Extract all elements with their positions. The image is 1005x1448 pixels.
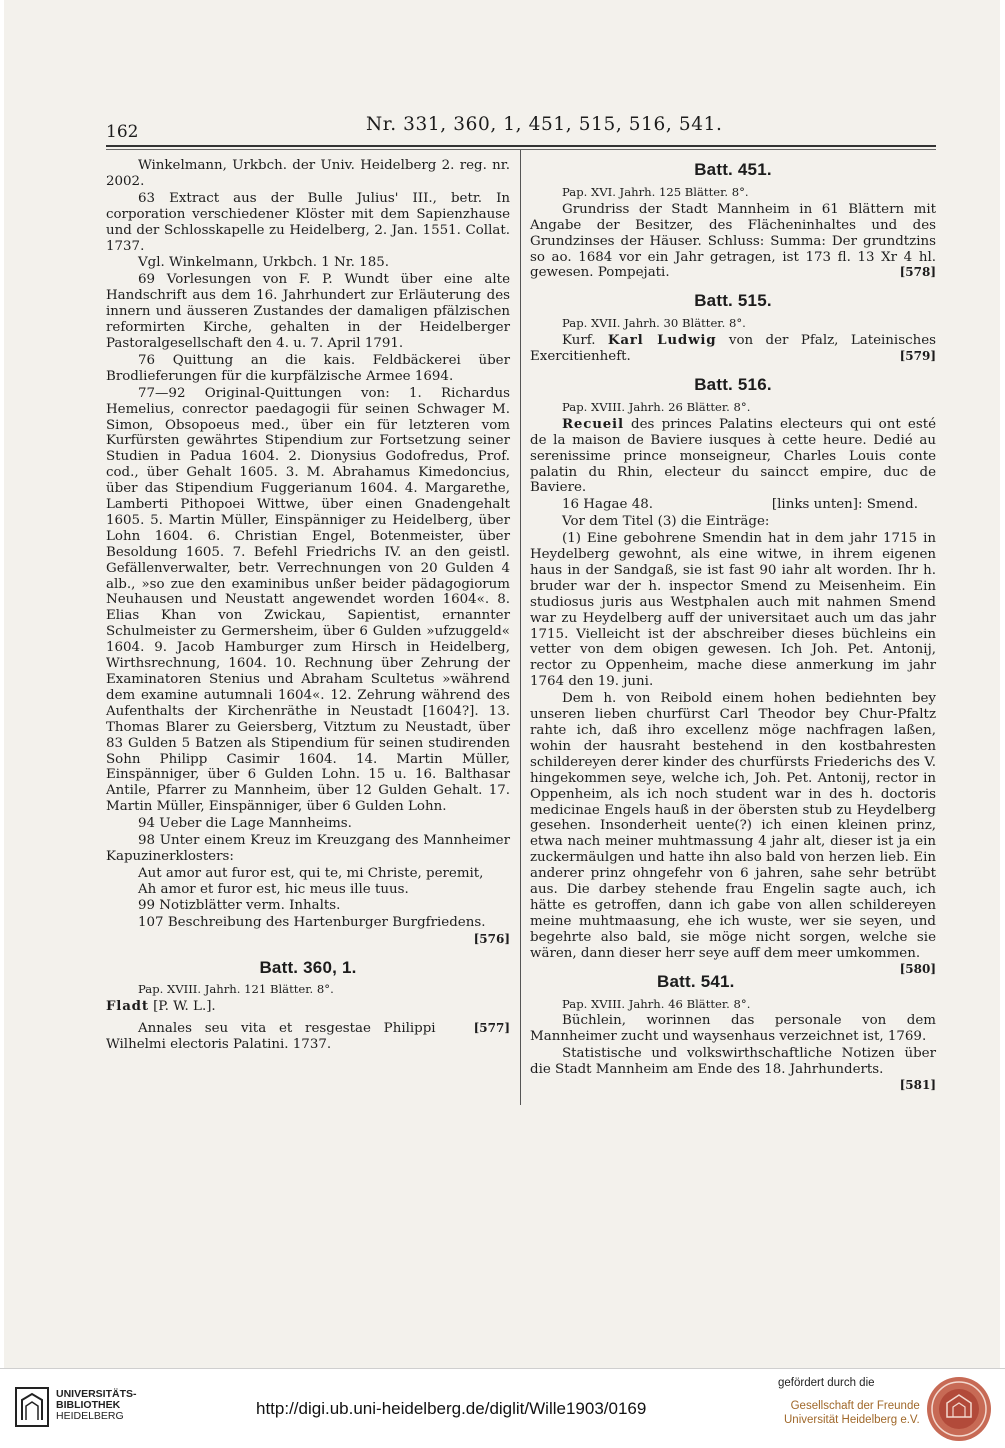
section-heading-batt-541: Batt. 541. — [657, 971, 735, 991]
entry-516-vor: Vor dem Titel (3) die Einträge: — [562, 514, 770, 530]
page-header — [106, 114, 936, 144]
entry-541-2 — [530, 1046, 936, 1093]
entry-77-92: 77—92 Original-Quittungen von: 1. Richardus Hemelius, conrector paedagogii für seinen Schwager M. Simon, Obsopoeus med., über ein für letzteren vom Kurfürsten gewährtes Stipendium zur Fortsetzung seiner Studien in Padua 1604. 2. Dionysius Godofredus, Prof. cod., über Gehalt 1605. 3. M. Abrahamus Kimedoncius, über das Stipendium Fuggerianum 1604. 4. Margarethe, Lamberti Pithopoei Wittwe, über einen Gnadengehalt 1605. 5. Martin Müller, Einspänniger zu Heidelberg, über Lohn 1604. 6. Christian Engel, Botenmeister, über Besoldung 1605. 7. Befehl Friedrichs IV. an den geistl. Gefällenverwalter, betr. Verrechnungen von 20 Gulden 4 alb., »so zue den examinibus unßer beider pädagogiorum Neuhausen und Neustatt angewendet worden 1604«. 8. Elias Khan von Zwickau, Sapientist, ernannter Schulmeister zu Germersheim, über 6 Gulden »ufzuggeld« 1604. 9. Jacob Hamburger zum Hirsch in Heidelberg, Wirthsrechnung, 1604. 10. Rechnung über Zehrung der Examinatoren Stenius und Abraham Scultetus »während dem examine autumnali 1604«. 12. Zehrung während des Aufenthalts der Kirchenräthe in Neustadt [1604?]. 13. Thomas Blarer zu Geiersberg, Vitztum zu Neustadt, über 83 Gulden 5 Batzen als Stipendium für seinen studirenden Sohn Philipp Casimir 1604. 14. Martin Müller, Einspänniger, über 6 Gulden Lohn. 15 u. 16. Balthasar Antile, Pfarrer zu Mannheim, über 12 Gulden Gehalt. 17. Martin Müller, Einspänniger, über 6 Gulden Lohn. — [106, 385, 510, 815]
entry-94: 94 Ueber die Lage Mannheims. — [138, 816, 352, 832]
entry-516 — [530, 417, 936, 497]
catalog-number-576: [576] — [473, 931, 510, 946]
entry-515 — [530, 333, 936, 365]
right-column — [530, 158, 936, 1094]
viewer-footer — [0, 1368, 1005, 1448]
library-name — [56, 1389, 137, 1422]
section-heading-batt-515: Batt. 515. — [694, 291, 772, 311]
entry-516-text: des princes Palatins electeurs qui ont esté de la maison de Baviere iusques à cette heure. Dedié au serenissime prince monseigneur, Charles Louis conte palatin du Rhin, electeur du saincct empire, duc de Baviere. — [530, 416, 936, 496]
entry-516-hagae — [530, 497, 936, 513]
section-meta-451: Pap. XVI. Jahrh. 125 Blätter. 8°. — [562, 184, 749, 199]
entry-451-text: Grundriss der Stadt Mannheim in 61 Blättern mit Angabe der Besitzer, des Flächeninhaltes und des Grundzinses der Häuser. Schluss: Summa: Der grundtzins so ao. 1684 vor ein Jahr getragen, ist 173 fl. 13 Xr 4 hl. gewesen. Pompejati. — [530, 201, 936, 281]
entry-515-rest: von der Pfalz, Lateinisches Exercitienheft. — [530, 333, 936, 365]
author-initials: [P. W. L.]. — [148, 999, 216, 1015]
permalink-url[interactable]: http://digi.ub.uni-heidelberg.de/diglit/Wille1903/0169 — [256, 1399, 647, 1418]
entry-annales-text: Annales seu vita et resgestae Philippi Wilhelmi electoris Palatini. 1737. — [106, 1021, 436, 1053]
entry-69: 69 Vorlesungen von F. P. Wundt über eine alte Handschrift aus dem 16. Jahrhundert zur Erläuterung des innern und äusseren Zustandes der damaligen pfälzischen reformirten Kirche, gehalten in der Heidelberger Pastoralgesellschaft den 4. u. 7. April 1791. — [106, 272, 510, 351]
library-name-line-2: BIBLIOTHEK — [56, 1399, 121, 1411]
running-title: Nr. 331, 360, 1, 451, 515, 516, 541. — [366, 114, 723, 135]
section-heading-batt-451: Batt. 451. — [694, 160, 772, 179]
header-rule — [106, 145, 936, 147]
funded-by-label: gefördert durch die — [778, 1377, 875, 1389]
university-library-logo-icon — [14, 1386, 50, 1428]
catalog-number-578: [578] — [899, 265, 936, 280]
section-meta-541: Pap. XVIII. Jahrh. 46 Blätter. 8°. — [562, 996, 751, 1011]
author-line-360 — [106, 999, 510, 1015]
society-name-line-2: Universität Heidelberg e.V. — [784, 1414, 920, 1426]
catalog-number-577: [577] — [473, 1021, 510, 1036]
entry-541-2-text: Statistische und volkswirthschaftliche Notizen über die Stadt Mannheim am Ende des 18. Jahrhunderts. — [530, 1046, 936, 1078]
hagae-text: 16 Hagae 48. — [562, 497, 653, 513]
entry-winkelmann: Winkelmann, Urkbch. der Univ. Heidelberg 2. reg. nr. 2002. — [106, 158, 510, 189]
entry-515-prefix: Kurf. — [562, 333, 608, 349]
catalog-number-580: [580] — [899, 961, 936, 976]
entry-516-note-2-text: Dem h. von Reibold einem hohen bediehnten bey unseren lieben churfürst Carl Theodor bey Chur-Pfaltz rahte ich, daß ihro excellenz möge nachfragen laßen, wohin der hausraht bestehend in den kostbahresten schildereyen derer kinder des churfürsts Friederichs des V. hingekommen seye, welche ich, Joh. Pet. Antonij, rector in Oppenheim, als ich noch student war in des h. doctoris medicinae Engels hauß in der öbersten stub zu Heydelberg gesehen. Insonderheit uente(?) ich einen kleinen prinz, etwa nach meiner muhtmassung 4 jahr alt, dieser ist ja ein zuckermäulgen und hatte ihn also bald von herzen lieb. Ein anderer prinz ohngefehr von 6 jahren, sahe sehr betrübt aus. Die darbey stehende frau Engelin sagte auch, ich hätte es getroffen, dann ich gabe von allen schildereyen meine muhtmaasung, ehe ich wuste, wer sie seyen, und begehrte also bald, sie möge nicht sorgen, welche sie wären, dann dieser herr seye auff dem meer umkommen. — [530, 691, 936, 961]
library-name-line-3: HEIDELBERG — [56, 1410, 124, 1422]
entry-63: 63 Extract aus der Bulle Julius' III., betr. In corporation verschiedener Klöster mit dem Sapienzhause und der Schlosskapelle zu Heidelberg, 2. Jan. 1551. Collat. 1737. — [106, 190, 510, 254]
verse-line-2: Ah amor et furor est, hic meus ille tuus. — [138, 881, 409, 897]
column-divider — [520, 150, 521, 1105]
section-heading-batt-516: Batt. 516. — [694, 374, 772, 394]
links-unten-note: [links unten]: Smend. — [771, 497, 918, 513]
left-column — [106, 158, 510, 1053]
name-karl-ludwig: Karl Ludwig — [607, 332, 717, 349]
entry-541-1: Büchlein, worinnen das personale von dem Mannheimer zucht und waysenhaus verzeichnet ist, 1769. — [530, 1013, 936, 1045]
entry-516-note-1: (1) Eine gebohrene Smendin hat in dem jahr 1715 in Heydelberg gewohnt, als eine witwe, in ihrem eigenen haus in der Sandgaß, sie ist fast 90 iahr alt worden. Ihr h. bruder war der h. inspector Smend zu Meisenheim. Ein studiosus juris aus Westphalen auch mit nahmen Smend war zu Heydelberg auff der universitaet auch um das jahr 1715. Vielleicht ist der abschreiber dieses büchleins ein vetter von dem obigen gewesen. Ich Joh. Pet. Antonij, rector zu Oppenheim, mache diese anmerkung im jahr 1764 den 19. juni. — [530, 531, 936, 690]
entry-63-ref: Vgl. Winkelmann, Urkbch. 1 Nr. 185. — [138, 255, 389, 271]
entry-451 — [530, 202, 936, 282]
university-seal-icon — [925, 1375, 993, 1443]
catalog-number-579: [579] — [899, 349, 936, 364]
verse-line-1: Aut amor aut furor est, qui te, mi Christe, peremit, — [138, 865, 484, 881]
entry-107: 107 Beschreibung des Hartenburger Burgfriedens. — [138, 914, 486, 930]
catalog-number-581: [581] — [899, 1078, 936, 1093]
society-name[interactable] — [784, 1399, 920, 1427]
entry-annales — [106, 1021, 510, 1053]
author-name-fladt: Fladt — [106, 998, 149, 1015]
entry-516-note-2 — [530, 691, 936, 976]
section-meta-515: Pap. XVII. Jahrh. 30 Blätter. 8°. — [562, 316, 746, 331]
entry-98: 98 Unter einem Kreuz im Kreuzgang des Mannheimer Kapuzinerklosters: — [106, 833, 510, 864]
entry-76: 76 Quittung an die kais. Feldbäckerei über Brodlieferungen für die kurpfälzische Armee 1694. — [106, 352, 510, 384]
section-meta-516: Pap. XVIII. Jahrh. 26 Blätter. 8°. — [562, 399, 751, 414]
entry-99: 99 Notizblätter verm. Inhalts. — [138, 897, 341, 913]
section-heading-batt-360: Batt. 360, 1. — [259, 957, 357, 977]
section-meta-360: Pap. XVIII. Jahrh. 121 Blätter. 8°. — [138, 982, 334, 997]
word-recueil: Recueil — [562, 415, 624, 432]
library-name-line-1: UNIVERSITÄTS- — [56, 1388, 137, 1400]
page-number: 162 — [106, 122, 139, 142]
society-name-line-1: Gesellschaft der Freunde — [790, 1400, 920, 1412]
header-rule-thin — [106, 149, 936, 150]
